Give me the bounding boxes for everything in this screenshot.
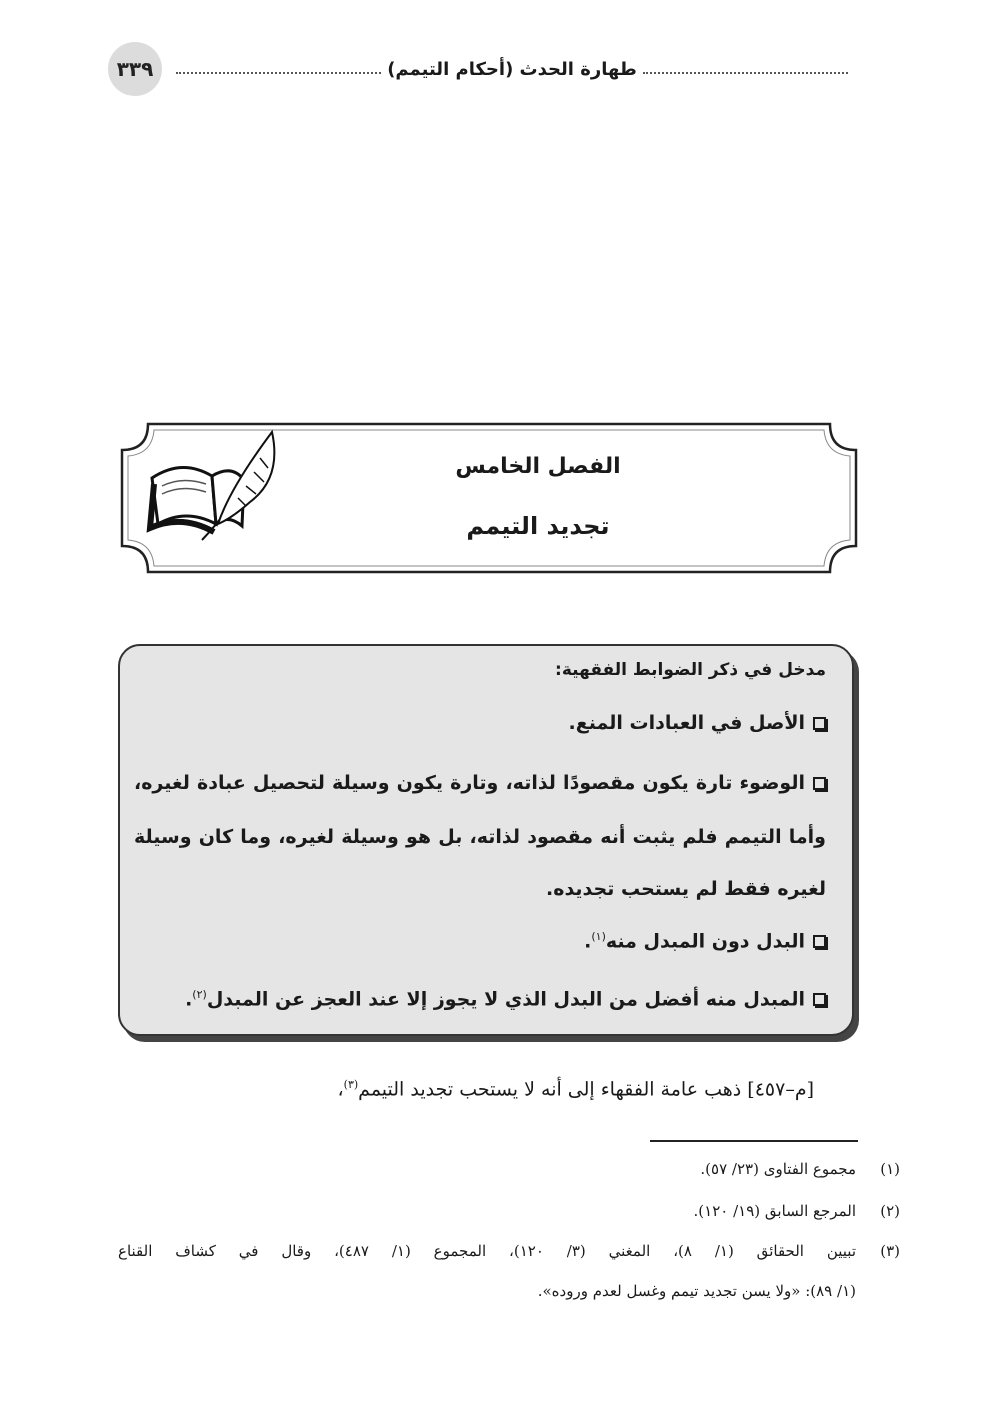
rule-text: البدل دون المبدل منه — [605, 930, 805, 953]
footnote — [118, 1242, 900, 1260]
period: . — [185, 988, 193, 1011]
checkbox-icon — [813, 777, 826, 790]
rule-item — [134, 712, 826, 734]
page-number: ٣٣٩ — [108, 42, 162, 96]
leader-dots-left — [176, 72, 381, 74]
rule-continuation: لغيره فقط لم يستحب تجديده. — [546, 878, 826, 900]
leader-dots-right — [643, 72, 848, 74]
period: . — [584, 930, 592, 953]
rule-continuation: وأما التيمم فلم يثبت أنه مقصود لذاته، بل هو وسيلة لغيره، وما كان وسيلة — [134, 826, 826, 848]
checkbox-icon — [813, 935, 826, 948]
footnote-number: (٢) — [880, 1202, 900, 1220]
page-header — [108, 42, 848, 98]
body-paragraph — [338, 1078, 814, 1100]
running-title: طهارة الحدث (أحكام التيمم) — [387, 58, 637, 80]
comma: ، — [337, 1078, 344, 1101]
rule-text: الأصل في العبادات المنع. — [568, 712, 805, 734]
footnote — [118, 1202, 900, 1220]
footnote-marker: (٢) — [192, 988, 207, 1001]
footnote-text: المرجع السابق (١٩/ ١٢٠). — [693, 1202, 856, 1220]
footnote-number: (٣) — [880, 1242, 900, 1260]
footnote-number: (١) — [880, 1160, 900, 1178]
chapter-title-frame — [118, 420, 860, 576]
checkbox-icon — [813, 993, 826, 1006]
footnote-separator — [650, 1140, 858, 1142]
footnote-continuation: (١/ ٨٩): «ولا يسن تجديد تيمم وغسل لعدم وروده». — [537, 1282, 856, 1300]
rule-item — [134, 988, 826, 1010]
checkbox-icon — [813, 717, 826, 730]
rules-heading: مدخل في ذكر الضوابط الفقهية: — [555, 660, 826, 680]
body-text: [م–٤٥٧] ذهب عامة الفقهاء إلى أنه لا يستحب تجديد التيمم — [358, 1078, 814, 1101]
rule-text: المبدل منه أفضل من البدل الذي لا يجوز إلا عند العجز عن المبدل — [206, 988, 805, 1011]
rule-item — [134, 772, 826, 794]
chapter-number: الفصل الخامس — [455, 454, 621, 479]
footnote — [118, 1160, 900, 1178]
footnote-marker: (٣) — [343, 1078, 359, 1091]
chapter-title: تجديد التيمم — [466, 512, 610, 540]
rule-item — [134, 930, 826, 952]
footnote-text: تبيين الحقائق (١/ ٨)، المغني (٣/ ١٢٠)، المجموع (١/ ٤٨٧)، وقال في كشاف القناع — [118, 1242, 856, 1260]
footnote-text: مجموع الفتاوى (٢٣/ ٥٧). — [700, 1160, 856, 1178]
footnote-marker: (١) — [591, 930, 606, 943]
running-head — [176, 56, 848, 82]
rule-text: الوضوء تارة يكون مقصودًا لذاته، وتارة يكون وسيلة لتحصيل عبادة لغيره، — [134, 772, 805, 794]
book-quill-icon — [132, 428, 282, 552]
fiqh-rules-box — [118, 644, 854, 1036]
